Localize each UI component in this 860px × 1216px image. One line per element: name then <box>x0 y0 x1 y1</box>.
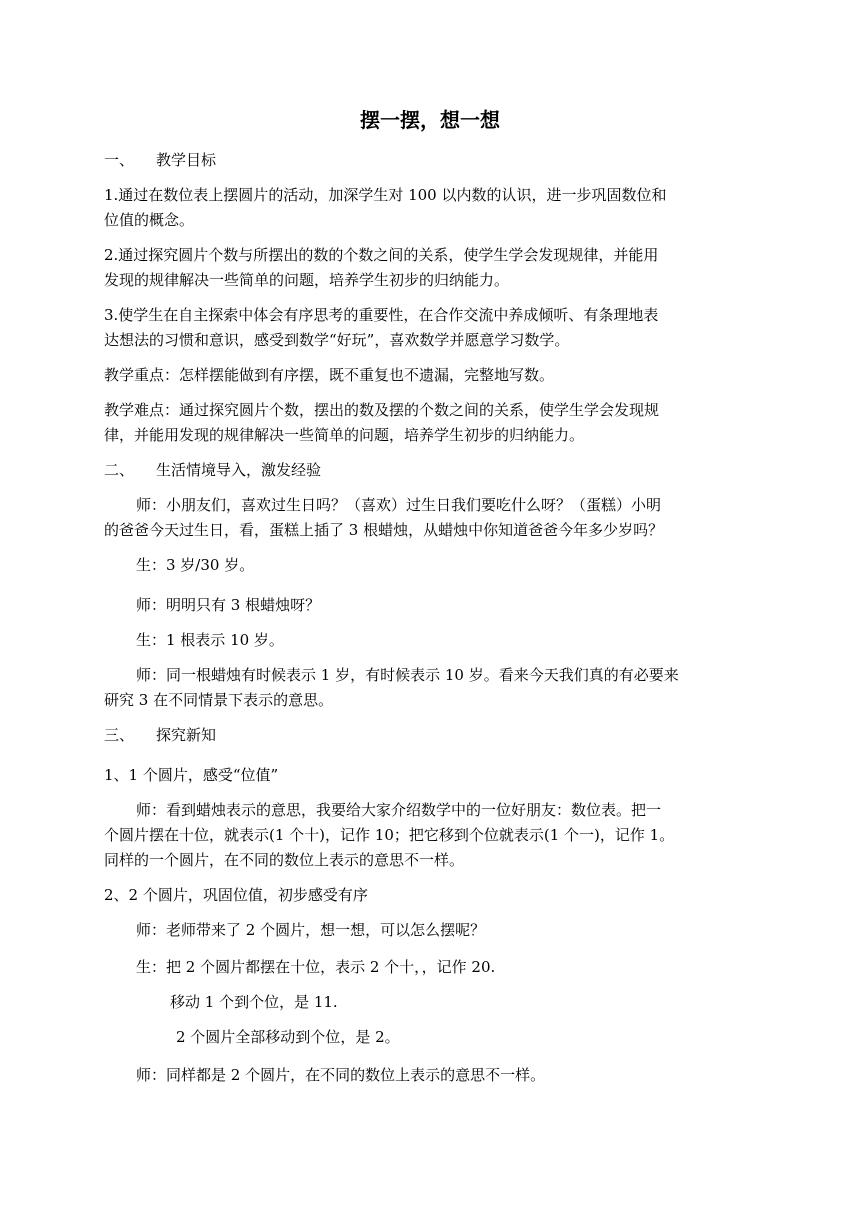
section-title: 生活情境导入，激发经验 <box>156 461 322 479</box>
goal-3-line-1: 3.使学生在自主探索中体会有序思考的重要性，在合作交流中养成倾听、有条理地表 <box>104 306 659 324</box>
teacher-line: 师：明明只有 3 根蜡烛呀？ <box>136 596 321 614</box>
student-line: 生：把 2 个圆片都摆在十位，表示 2 个十，，记作 20. <box>136 958 496 976</box>
subheading-1: 1、1 个圆片，感受“位值” <box>104 766 279 784</box>
student-line-cont: 2 个圆片全部移动到个位，是 2。 <box>176 1028 400 1046</box>
teacher-line: 师：同样都是 2 个圆片，在不同的数位上表示的意思不一样。 <box>136 1066 546 1084</box>
teacher-line: 师：看到蜡烛表示的意思，我要给大家介绍数学中的一位好朋友：数位表。把一 <box>136 801 662 819</box>
teacher-line-cont: 同样的一个圆片，在不同的数位上表示的意思不一样。 <box>104 851 465 869</box>
teacher-line: 师：小朋友们，喜欢过生日吗？（喜欢）过生日我们要吃什么呀？（蛋糕）小明 <box>136 496 662 514</box>
difficulty-line-2: 律，并能用发现的规律解决一些简单的问题，培养学生初步的归纳能力。 <box>104 426 585 444</box>
student-line: 生：3 岁/30 岁。 <box>136 556 255 574</box>
teacher-line-cont: 研究 3 在不同情景下表示的意思。 <box>104 691 334 709</box>
section-number: 二、 <box>104 461 135 479</box>
goal-2-line-2: 发现的规律解决一些简单的问题，培养学生初步的归纳能力。 <box>104 271 510 289</box>
teacher-line-cont: 的爸爸今天过生日，看，蛋糕上插了 3 根蜡烛，从蜡烛中你知道爸爸今年多少岁吗？ <box>104 521 664 539</box>
teacher-line-cont: 个圆片摆在十位，就表示(1 个十)，记作 10；把它移到个位就表示(1 个一)，记作 1。 <box>104 826 675 844</box>
goal-1-line-1: 1.通过在数位表上摆圆片的活动，加深学生对 100 以内数的认识，进一步巩固数位和 <box>104 186 667 204</box>
page-title: 摆一摆，想一想 <box>360 108 500 132</box>
goal-1-line-2: 位值的概念。 <box>104 211 195 229</box>
goal-2-line-1: 2.通过探究圆片个数与所摆出的数的个数之间的关系，使学生学会发现规律，并能用 <box>104 246 659 264</box>
section-title: 探究新知 <box>156 726 217 744</box>
teacher-line: 师：老师带来了 2 个圆片，想一想，可以怎么摆呢？ <box>136 921 486 939</box>
section-heading-intro <box>104 458 754 483</box>
subheading-2: 2、2 个圆片，巩固位值，初步感受有序 <box>104 886 368 904</box>
section-title: 教学目标 <box>156 151 217 169</box>
key-point: 教学重点：怎样摆能做到有序摆，既不重复也不遗漏，完整地写数。 <box>104 366 555 384</box>
goal-3-line-2: 达想法的习惯和意识，感受到数学“好玩”，喜欢数学并愿意学习数学。 <box>104 331 570 349</box>
section-heading-goals <box>104 148 754 173</box>
difficulty-line-1: 教学难点：通过探究圆片个数，摆出的数及摆的个数之间的关系，使学生学会发现规 <box>104 401 660 419</box>
student-line-cont: 移动 1 个到个位，是 11. <box>170 993 338 1011</box>
section-number: 一、 <box>104 151 135 169</box>
student-line: 生：1 根表示 10 岁。 <box>136 631 284 649</box>
teacher-line: 师：同一根蜡烛有时候表示 1 岁，有时候表示 10 岁。看来今天我们真的有必要来 <box>136 666 679 684</box>
section-heading-explore <box>104 723 754 748</box>
section-number: 三、 <box>104 726 135 744</box>
